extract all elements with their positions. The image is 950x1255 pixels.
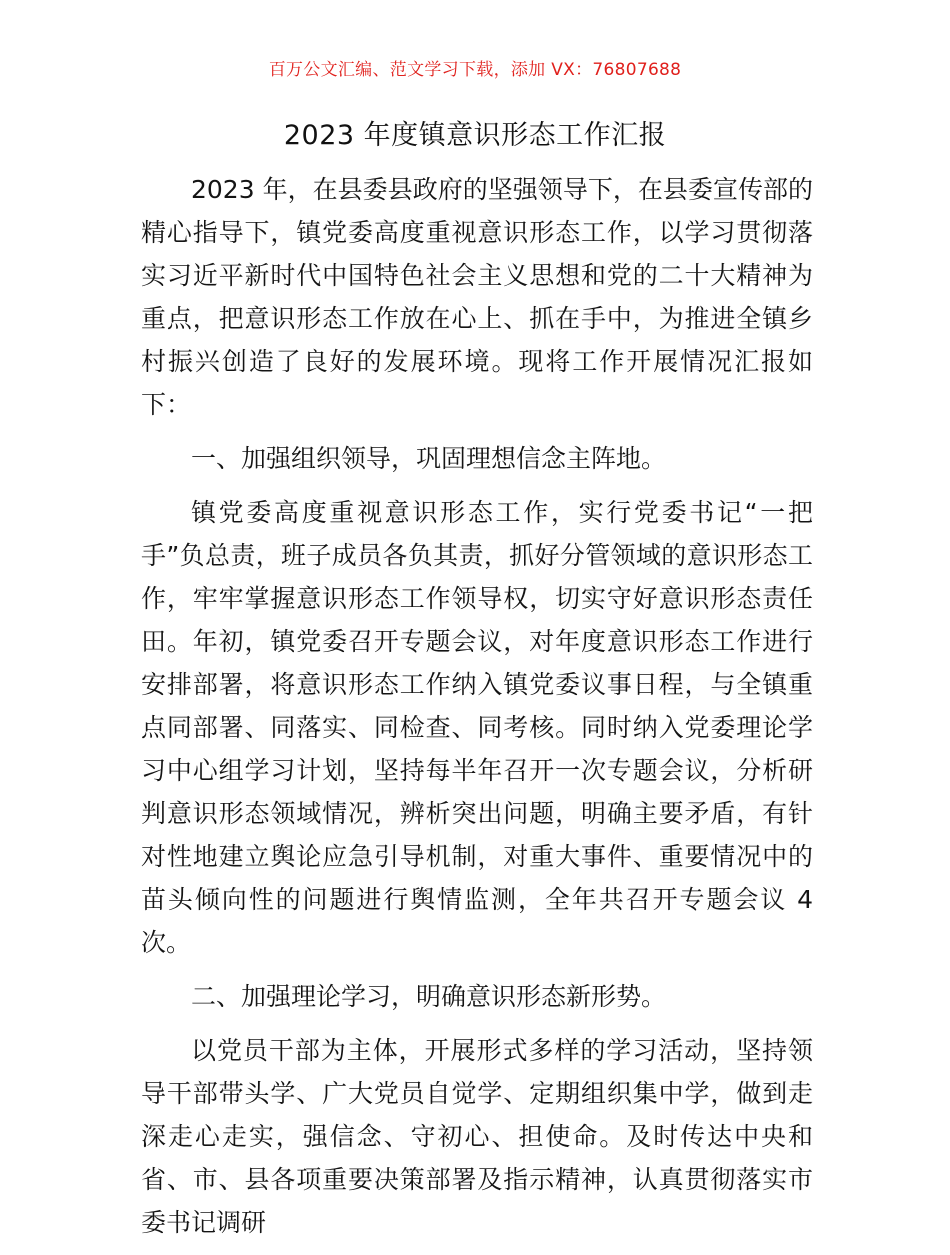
section-heading-1: 一、加强组织领导，巩固理想信念主阵地。 [191,444,667,473]
section-heading-2: 二、加强理论学习，明确意识形态新形势。 [191,982,667,1011]
intro-paragraph: 2023 年，在县委县政府的坚强领导下，在县委宣传部的精心指导下，镇党委高度重视意识形态工作，以学习贯彻落实习近平新时代中国特色社会主义思想和党的二十大精神为重点，把意识形态工作放在心上、抓在手中，为推进全镇乡村振兴创造了良好的发展环境。现将工作开展情况汇报如下： [141,175,813,419]
document-title: 2023 年度镇意识形态工作汇报 [283,120,667,151]
section-2-paragraph: 以党员干部为主体，开展形式多样的学习活动，坚持领导干部带头学、广大党员自觉学、定期组织集中学，做到走深走心走实，强信念、守初心、担使命。及时传达中央和省、市、县各项重要决策部署及指示精神，认真贯彻落实市委书记调研 [141,1036,813,1237]
header-note: 百万公文汇编、范文学习下载，添加 VX：76807688 [268,60,682,80]
section-1-paragraph: 镇党委高度重视意识形态工作，实行党委书记“一把手”负总责，班子成员各负其责，抓好分管领域的意识形态工作，牢牢掌握意识形态工作领导权，切实守好意识形态责任田。年初，镇党委召开专题会议，对年度意识形态工作进行安排部署，将意识形态工作纳入镇党委议事日程，与全镇重点同部署、同落实、同检查、同考核。同时纳入党委理论学习中心组学习计划，坚持每半年召开一次专题会议，分析研判意识形态领域情况，辨析突出问题，明确主要矛盾，有针对性地建立舆论应急引导机制，对重大事件、重要情况中的苗头倾向性的问题进行舆情监测，全年共召开专题会议 4 次。 [141,498,813,957]
document-body [141,168,813,1255]
